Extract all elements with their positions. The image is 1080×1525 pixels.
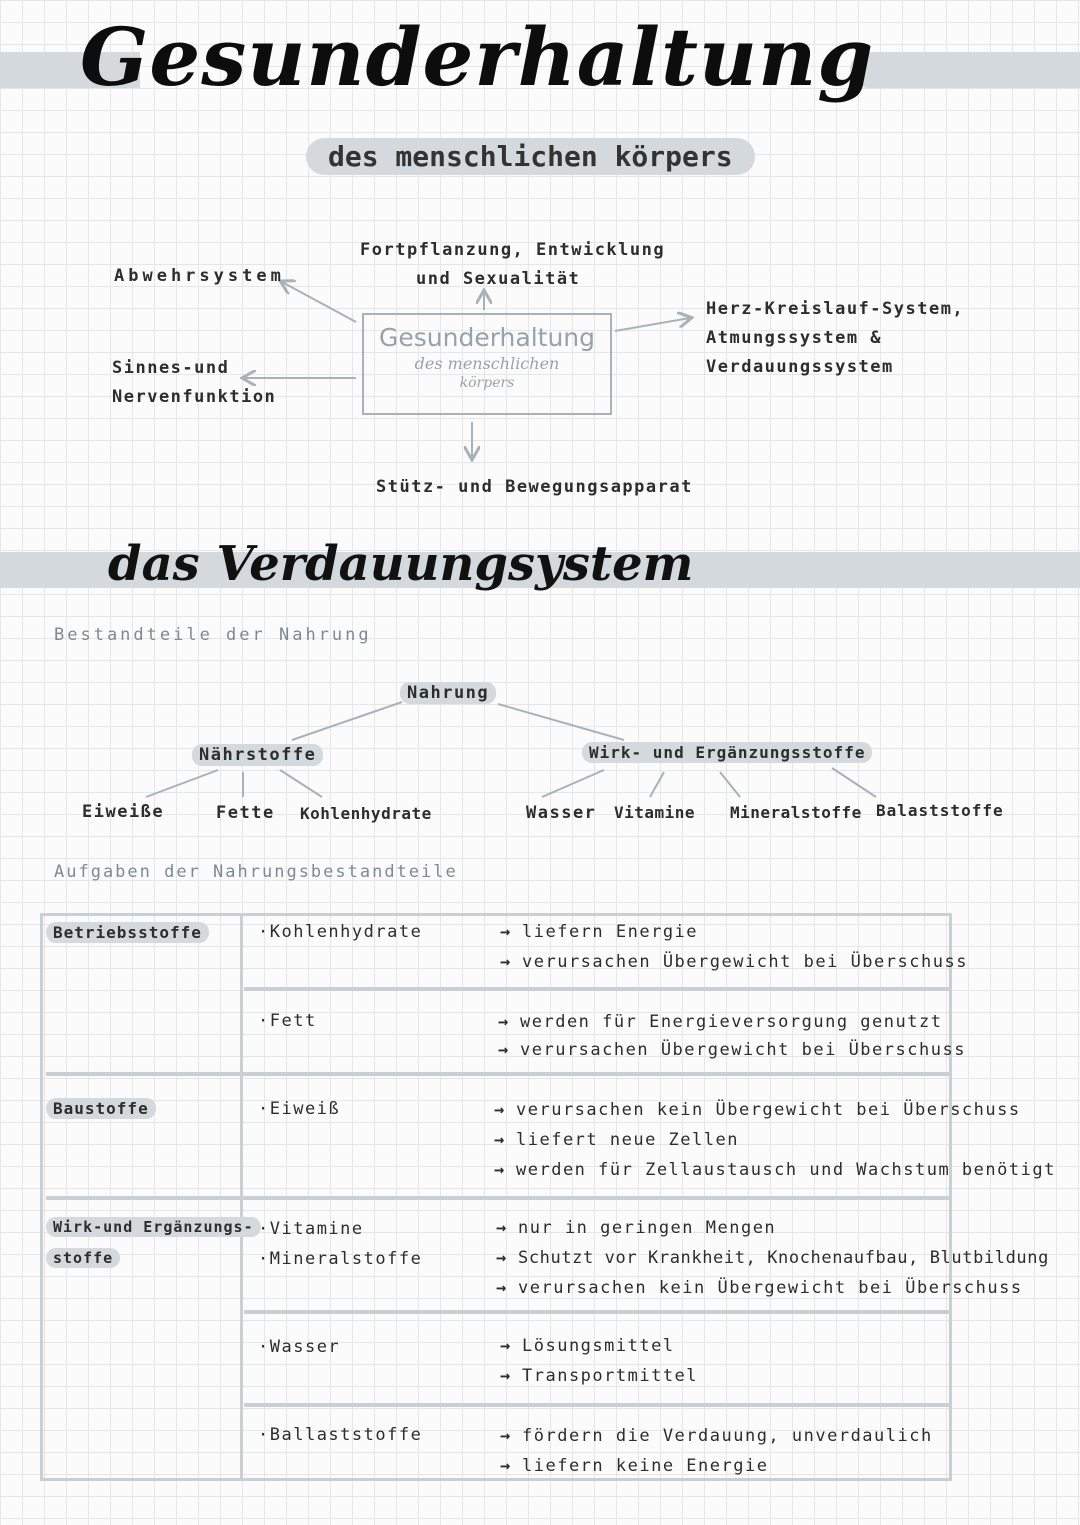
row-item-kohlenhydrate: Kohlenhydrate	[269, 922, 423, 942]
group-label-wirkstoffe-line2: stoffe	[46, 1248, 120, 1268]
mindmap-top-line1: Fortpflanzung, Entwicklung	[360, 240, 666, 260]
tree-right: Wirk- und Ergänzungsstoffe	[582, 742, 872, 763]
row-item: ·Eiweiß	[258, 1099, 341, 1119]
point-text: werden für Zellaustausch und Wachstum benötigt	[516, 1160, 1056, 1180]
point-text: fördern die Verdauung, unverdaulich	[522, 1426, 933, 1446]
arrow-to-abwehr	[282, 282, 356, 322]
group-label-baustoffe: Baustoffe	[46, 1098, 156, 1119]
table-row-line-4	[244, 1310, 952, 1314]
mindmap-abwehrsystem: Abwehrsystem	[114, 266, 285, 286]
point-text: Schutzt vor Krankheit, Knochenaufbau, Blutbildung	[518, 1248, 1049, 1268]
row-item-fett: Fett	[269, 1011, 317, 1031]
row-point: → Lösungsmittel	[500, 1336, 675, 1356]
tree-line-wasser	[542, 770, 604, 797]
row-item-eiweiss: Eiweiß	[269, 1099, 341, 1119]
row-point: → werden für Energieversorgung genutzt	[498, 1012, 943, 1032]
point-text: verursachen kein Übergewicht bei Überschuss	[518, 1278, 1023, 1298]
section-title: das Verdauungsystem	[108, 536, 694, 592]
row-item-wasser: Wasser	[269, 1337, 341, 1357]
tree-line-root-left	[292, 702, 402, 740]
tree-line-vitamine	[650, 772, 664, 797]
tree-line-eiweisse	[146, 770, 218, 797]
table-row-line-3	[46, 1196, 952, 1200]
point-text: Lösungsmittel	[522, 1336, 675, 1356]
page-subtitle: des menschlichen körpers	[306, 138, 755, 175]
tree-item-wasser: Wasser	[526, 803, 597, 823]
tree-item-eiweisse: Eiweiße	[82, 802, 165, 822]
row-item: ·Vitamine	[258, 1219, 364, 1239]
row-item: ·Mineralstoffe	[258, 1249, 423, 1269]
row-point: → Transportmittel	[500, 1366, 699, 1386]
mindmap-right-line3: Verdauungssystem	[706, 357, 894, 377]
row-point: → verursachen Übergewicht bei Überschuss	[500, 952, 968, 972]
row-point: → fördern die Verdauung, unverdaulich	[500, 1426, 933, 1446]
row-item-ballaststoffe: Ballaststoffe	[269, 1425, 423, 1445]
group-label-betriebsstoffe: Betriebsstoffe	[46, 922, 209, 943]
point-text: werden für Energieversorgung genutzt	[520, 1012, 943, 1032]
tree-item-balaststoffe: Balaststoffe	[876, 801, 1004, 820]
subheading-bestandteile: Bestandteile der Nahrung	[54, 625, 372, 645]
row-point: → werden für Zellaustausch und Wachstum benötigt	[494, 1160, 1056, 1180]
table-row-line-2	[46, 1072, 952, 1076]
tree-line-mineralstoffe	[720, 772, 740, 797]
tree-item-vitamine: Vitamine	[614, 803, 696, 822]
point-text: verursachen Übergewicht bei Überschuss	[520, 1040, 966, 1060]
row-item: ·Wasser	[258, 1337, 341, 1357]
tree-item-mineralstoffe: Mineralstoffe	[730, 803, 862, 822]
arrow-to-herz	[615, 318, 690, 331]
tree-item-kohlenhydrate: Kohlenhydrate	[300, 804, 432, 823]
mindmap-right-line2: Atmungssystem &	[706, 328, 883, 348]
point-text: verursachen kein Übergewicht bei Überschuss	[516, 1100, 1021, 1120]
tree-left: Nährstoffe	[192, 744, 323, 766]
tree-line-root-right	[498, 704, 624, 740]
mindmap-sinnes-line1: Sinnes-und	[112, 358, 230, 378]
row-point: → nur in geringen Mengen	[496, 1218, 777, 1238]
tree-line-balaststoffe	[832, 768, 876, 797]
point-text: liefern keine Energie	[522, 1456, 769, 1476]
row-item-vitamine: Vitamine	[269, 1219, 364, 1239]
row-item-mineralstoffe: Mineralstoffe	[269, 1249, 423, 1269]
point-text: Transportmittel	[522, 1366, 699, 1386]
point-text: verursachen Übergewicht bei Überschuss	[522, 952, 968, 972]
row-point: → verursachen Übergewicht bei Überschuss	[498, 1040, 966, 1060]
page-title: Gesunderhaltung	[80, 10, 875, 104]
row-point: → verursachen kein Übergewicht bei Überschuss	[494, 1100, 1021, 1120]
row-point: → liefern keine Energie	[500, 1456, 769, 1476]
row-point: → verursachen kein Übergewicht bei Überschuss	[496, 1278, 1023, 1298]
row-item: ·Ballaststoffe	[258, 1425, 423, 1445]
tree-root: Nahrung	[400, 682, 496, 704]
mindmap-right-line1: Herz-Kreislauf-System,	[706, 299, 965, 319]
row-item: ·Kohlenhydrate	[258, 922, 423, 942]
table-row-line-5	[244, 1403, 952, 1407]
point-text: liefert neue Zellen	[516, 1130, 739, 1150]
row-point: → liefern Energie	[500, 922, 699, 942]
group-label-wirkstoffe-line1: Wirk-und Ergänzungs-	[46, 1217, 261, 1237]
point-text: nur in geringen Mengen	[518, 1218, 777, 1238]
row-point: → liefert neue Zellen	[494, 1130, 739, 1150]
mindmap-sinnes-line2: Nervenfunktion	[112, 387, 277, 407]
table-row-line-1	[244, 987, 952, 991]
center-line1: Gesunderhaltung	[378, 323, 596, 352]
tree-line-kohlenhydrate	[280, 770, 322, 797]
mindmap-bottom: Stütz- und Bewegungsapparat	[376, 477, 693, 497]
row-point: → Schutzt vor Krankheit, Knochenaufbau, Blutbildung	[496, 1248, 1049, 1268]
center-line2: des menschlichen	[414, 354, 560, 373]
point-text: liefern Energie	[522, 922, 699, 942]
row-item: ·Fett	[258, 1011, 317, 1031]
subheading-aufgaben: Aufgaben der Nahrungsbestandteile	[54, 862, 458, 882]
mindmap-top-line2: und Sexualität	[416, 269, 581, 289]
center-line3: körpers	[459, 375, 515, 391]
mindmap-center-box	[362, 313, 612, 415]
tree-item-fette: Fette	[216, 803, 275, 823]
